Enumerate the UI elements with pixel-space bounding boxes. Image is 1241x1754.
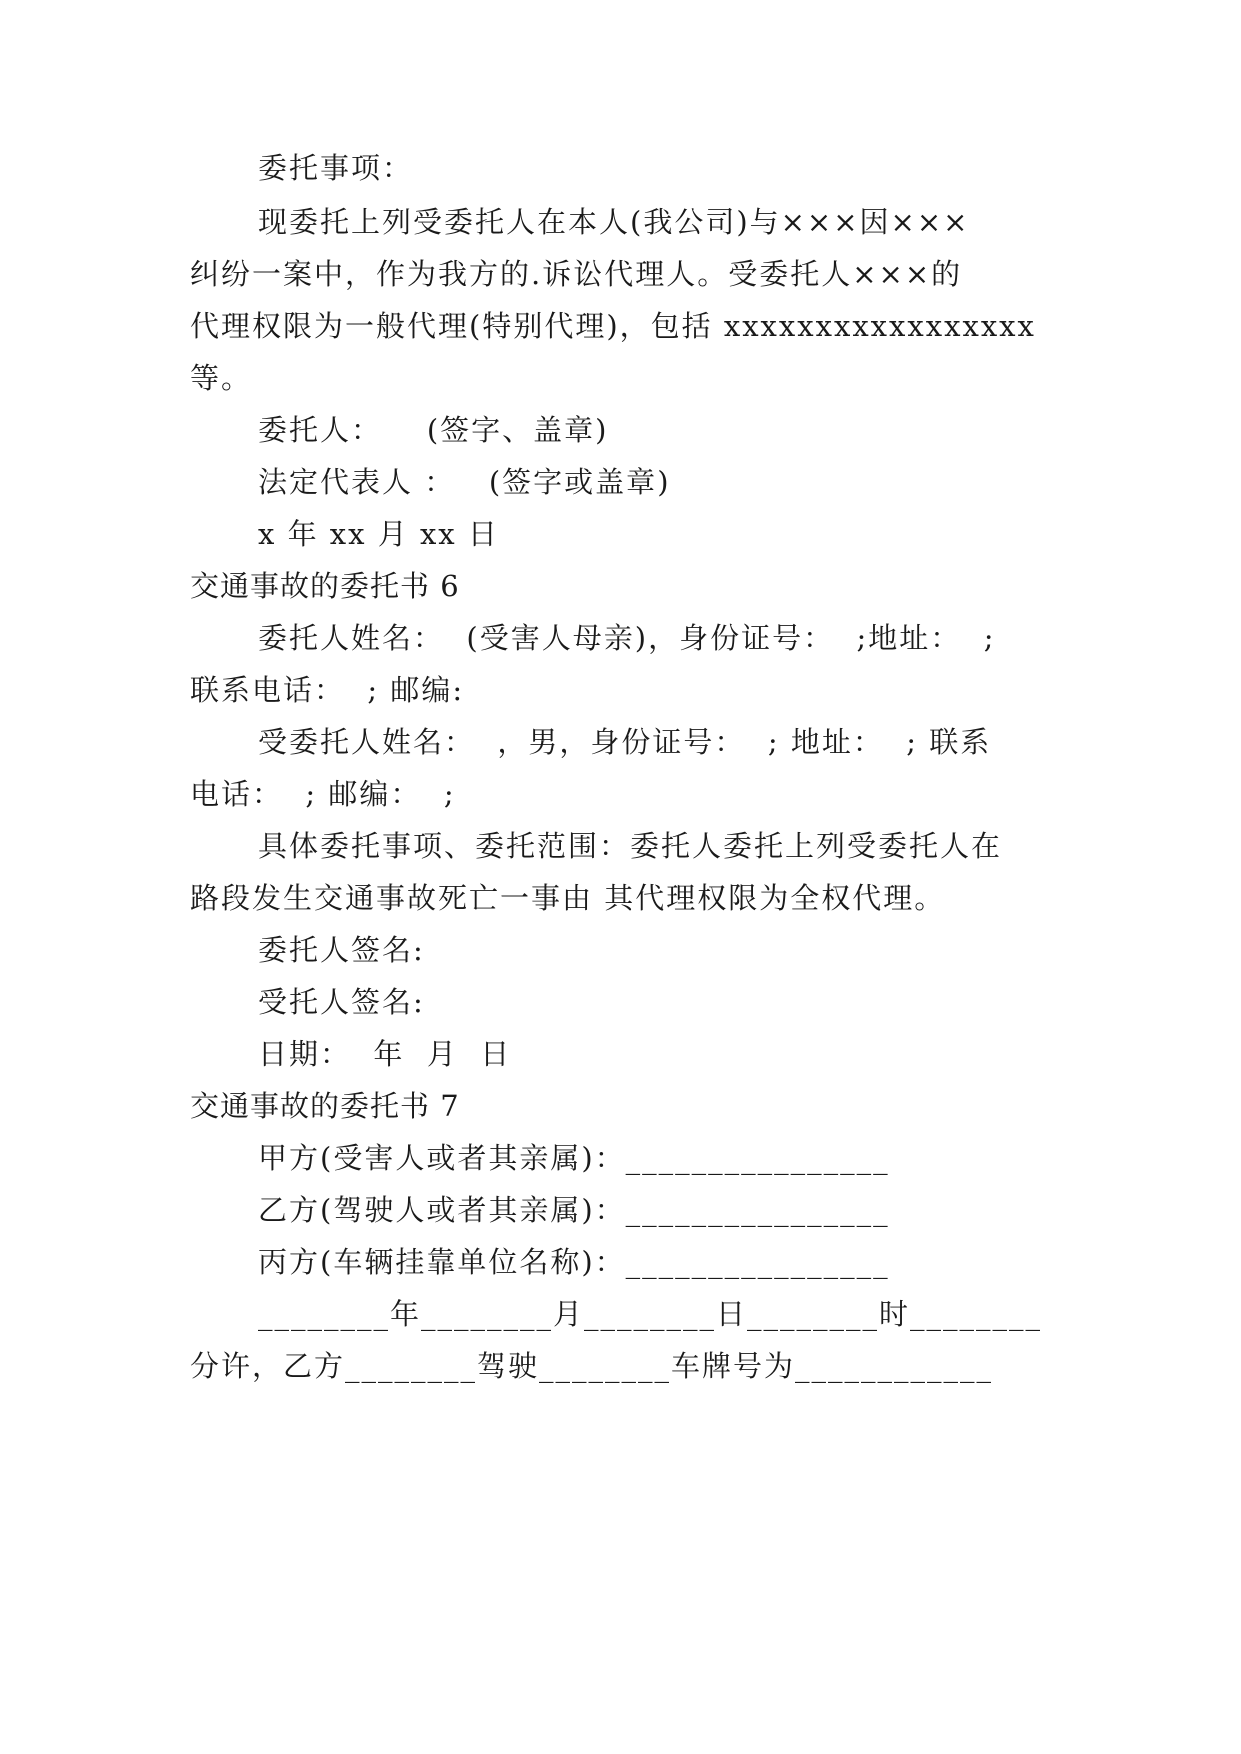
document-title-7: 交通事故的委托书 7 <box>190 1089 460 1123</box>
date-line: x 年 xx 月 xx 日 <box>258 517 499 551</box>
paragraph-line: 等。 <box>190 361 253 395</box>
section-heading-entrusted-matters: 委托事项： <box>258 151 414 185</box>
paragraph-line: 联系电话： ; 邮编: <box>190 673 465 707</box>
party-a-line: 甲方(受害人或者其亲属)：________________ <box>258 1141 890 1175</box>
paragraph-line: 代理权限为一般代理(特别代理)，包括 xxxxxxxxxxxxxxxxx <box>190 309 1036 343</box>
principal-signature-label: 委托人签名: <box>258 933 425 967</box>
date-label: 日期： 年 月 日 <box>258 1037 512 1071</box>
paragraph-line: 分许，乙方________驾驶________车牌号为____________ <box>190 1349 994 1383</box>
document-title-6: 交通事故的委托书 6 <box>190 569 460 603</box>
legal-representative-line: 法定代表人 ： (签字或盖章) <box>258 465 671 499</box>
paragraph-line: 现委托上列受委托人在本人(我公司)与×××因××× <box>258 205 970 239</box>
paragraph-line: 受委托人姓名： ，男，身份证号： ; 地址： ; 联系 <box>258 725 992 759</box>
paragraph-line: 纠纷一案中，作为我方的.诉讼代理人。受委托人×××的 <box>190 257 963 291</box>
principal-signature-line: 委托人： (签字、盖章) <box>258 413 609 447</box>
paragraph-line: 委托人姓名： (受害人母亲)，身份证号： ;地址： ; <box>258 621 996 655</box>
party-c-line: 丙方(车辆挂靠单位名称)：________________ <box>258 1245 890 1279</box>
party-b-line: 乙方(驾驶人或者其亲属)：________________ <box>258 1193 890 1227</box>
paragraph-line: 电话： ; 邮编： ; <box>190 777 456 811</box>
agent-signature-label: 受托人签名: <box>258 985 425 1019</box>
datetime-blank-line: ________年________月________日________时________ <box>258 1297 1043 1331</box>
paragraph-line: 具体委托事项、委托范围：委托人委托上列受委托人在 <box>258 829 1003 863</box>
paragraph-line: 路段发生交通事故死亡一事由 其代理权限为全权代理。 <box>190 881 946 915</box>
